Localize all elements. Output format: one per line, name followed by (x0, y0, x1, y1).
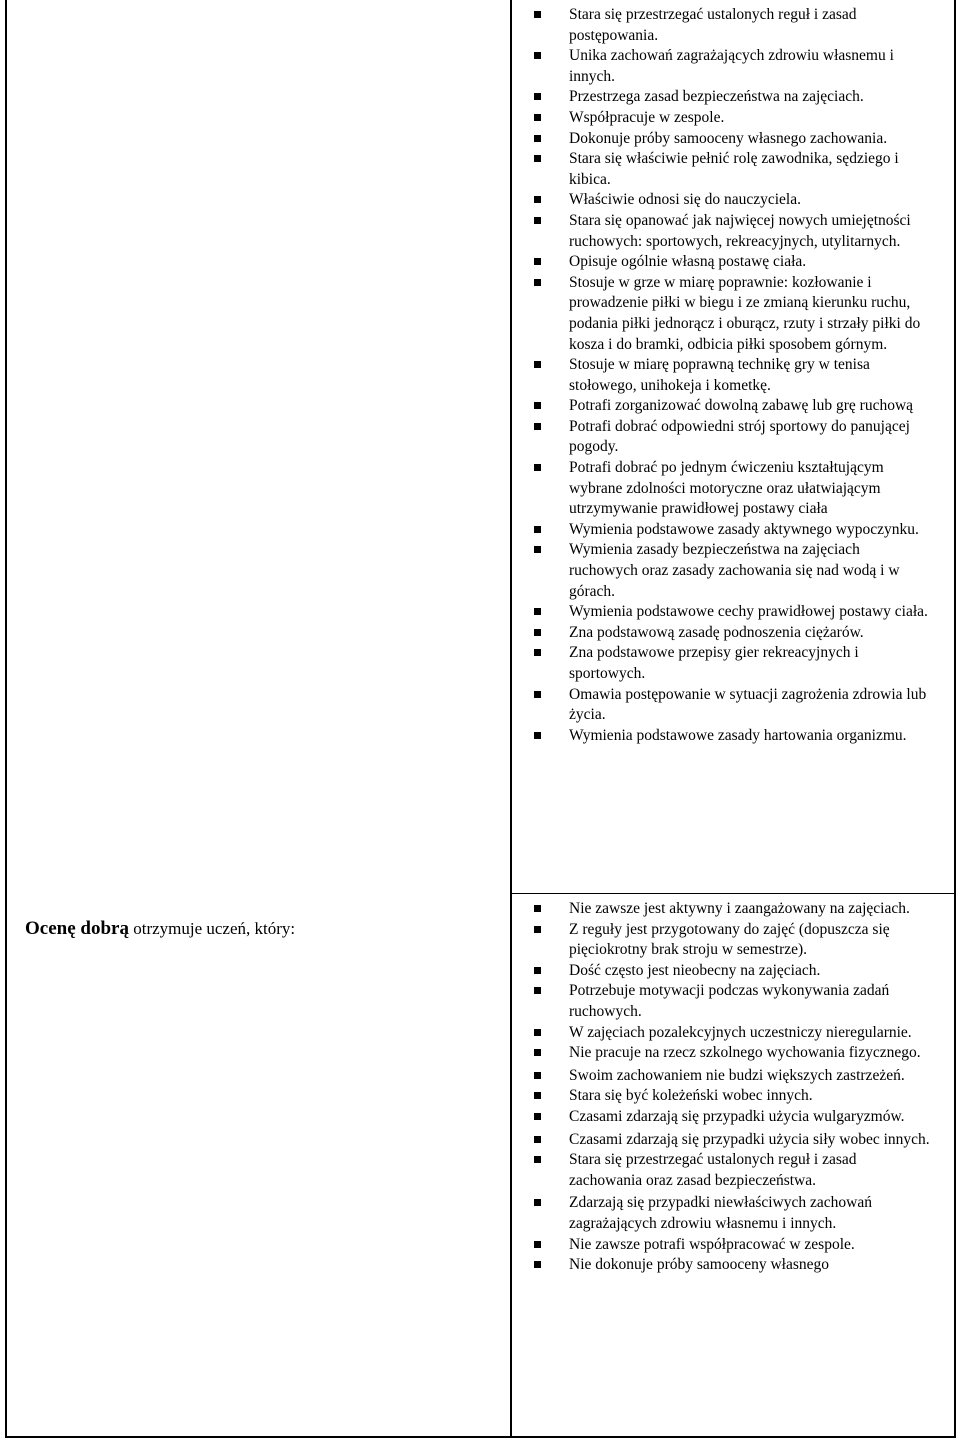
criteria-text: W zajęciach pozalekcyjnych uczestniczy nieregularnie. (569, 1023, 912, 1041)
criteria-text: Zna podstawową zasadę podnoszenia ciężarów. (569, 623, 864, 641)
criteria-item (512, 1150, 954, 1191)
criteria-item (512, 920, 954, 961)
section-divider (512, 893, 954, 894)
criteria-item (512, 602, 954, 623)
square-bullet-icon (534, 905, 541, 912)
criteria-item (512, 961, 954, 982)
criteria-text: Unika zachowań zagrażających zdrowiu własnemu i innych. (569, 47, 894, 85)
square-bullet-icon (534, 52, 541, 59)
criteria-item (512, 623, 954, 644)
criteria-item (512, 149, 954, 190)
square-bullet-icon (534, 196, 541, 203)
square-bullet-icon (534, 155, 541, 162)
square-bullet-icon (534, 546, 541, 553)
criteria-item (512, 396, 954, 417)
criteria-item (512, 1130, 954, 1151)
criteria-item (512, 685, 954, 726)
criteria-text: Swoim zachowaniem nie budzi większych zastrzeżeń. (569, 1066, 905, 1084)
criteria-text: Zdarzają się przypadki niewłaściwych zachowań zagrażających zdrowiu własnemu i innych. (569, 1194, 872, 1232)
criteria-text: Stara się właściwie pełnić rolę zawodnika, sędziego i kibica. (569, 150, 899, 188)
square-bullet-icon (534, 1136, 541, 1143)
square-bullet-icon (534, 1261, 541, 1268)
criteria-text: Stara się przestrzegać ustalonych reguł i zasad postępowania. (569, 6, 857, 44)
criteria-text: Dość często jest nieobecny na zajęciach. (569, 961, 821, 979)
square-bullet-icon (534, 691, 541, 698)
criteria-text: Opisuje ogólnie własną postawę ciała. (569, 253, 807, 271)
criteria-item (512, 1043, 954, 1064)
criteria-item (512, 981, 954, 1022)
criteria-item (512, 1235, 954, 1256)
square-bullet-icon (534, 361, 541, 368)
criteria-text: Wymienia podstawowe cechy prawidłowej postawy ciała. (569, 603, 928, 621)
criteria-text: Nie zawsze potrafi współpracować w zespole. (569, 1235, 855, 1253)
square-bullet-icon (534, 217, 541, 224)
criteria-text: Omawia postępowanie w sytuacji zagrożenia zdrowia lub życia. (569, 685, 927, 724)
criteria-item (512, 5, 954, 46)
square-bullet-icon (534, 649, 541, 656)
square-bullet-icon (534, 258, 541, 265)
criteria-item (512, 108, 954, 129)
square-bullet-icon (534, 93, 541, 100)
square-bullet-icon (534, 732, 541, 739)
criteria-text: Właściwie odnosi się do nauczyciela. (569, 191, 801, 209)
square-bullet-icon (534, 423, 541, 430)
square-bullet-icon (534, 1072, 541, 1079)
grade-criteria-table (5, 0, 956, 1438)
square-bullet-icon (534, 629, 541, 636)
criteria-item (512, 417, 954, 458)
criteria-item (512, 458, 954, 520)
square-bullet-icon (534, 1049, 541, 1056)
criteria-item (512, 1066, 954, 1087)
criteria-text: Nie pracuje na rzecz szkolnego wychowania fizycznego. (569, 1044, 921, 1062)
square-bullet-icon (534, 526, 541, 533)
criteria-text: Zna podstawowe przepisy gier rekreacyjnych i sportowych. (569, 644, 859, 682)
criteria-text: Potrafi zorganizować dowolną zabawę lub grę ruchową (569, 397, 914, 415)
criteria-item (512, 355, 954, 396)
criteria-text: Nie zawsze jest aktywny i zaangażowany na zajęciach. (569, 900, 910, 917)
criteria-text: Stara się być koleżeński wobec innych. (569, 1087, 813, 1105)
criteria-item (512, 520, 954, 541)
criteria-item (512, 211, 954, 252)
criteria-item (512, 252, 954, 273)
criteria-text: Stosuje w grze w miarę poprawnie: kozłowanie i prowadzenie piłki w biegu i ze zmianą kierunku ruchu, podania piłki jednorącz i oburącz, rzuty i strzały piłki do kosza i do bramki, odbicia piłki sposobem górnym. (569, 273, 921, 353)
square-bullet-icon (534, 926, 541, 933)
square-bullet-icon (534, 1156, 541, 1163)
criteria-text: Z reguły jest przygotowany do zajęć (dopuszcza się pięciokrotny brak stroju w semestrze). (569, 920, 890, 959)
criteria-text: Potrafi dobrać po jednym ćwiczeniu kształtującym wybrane zdolności motoryczne oraz ułatwiającym utrzymywanie prawidłowej postawy ciała (569, 459, 884, 518)
criteria-item (512, 129, 954, 150)
criteria-item (512, 1255, 954, 1276)
square-bullet-icon (534, 464, 541, 471)
attitude-criteria-list (512, 899, 954, 1276)
criteria-text: Przestrzega zasad bezpieczeństwa na zajęciach. (569, 88, 864, 106)
square-bullet-icon (534, 135, 541, 142)
square-bullet-icon (534, 1092, 541, 1099)
square-bullet-icon (534, 114, 541, 121)
criteria-item (512, 87, 954, 108)
grade-name: Ocenę dobrą (25, 918, 129, 939)
criteria-item (512, 1086, 954, 1107)
skills-criteria-list (512, 5, 954, 746)
criteria-text: Współpracuje w zespole. (569, 108, 725, 126)
criteria-item (512, 273, 954, 355)
criteria-text: Potrzebuje motywacji podczas wykonywania zadań ruchowych. (569, 982, 890, 1020)
criteria-item (512, 1023, 954, 1044)
criteria-item (512, 540, 954, 602)
square-bullet-icon (534, 1029, 541, 1036)
square-bullet-icon (534, 279, 541, 286)
criteria-text: Stosuje w miarę poprawną technikę gry w tenisa stołowego, unihokeja i kometkę. (569, 356, 870, 394)
square-bullet-icon (534, 608, 541, 615)
criteria-item (512, 190, 954, 211)
criteria-text: Potrafi dobrać odpowiedni strój sportowy do panującej pogody. (569, 417, 910, 456)
square-bullet-icon (534, 967, 541, 974)
grade-label-rest: otrzymuje uczeń, który: (128, 919, 296, 938)
criteria-text: Wymienia podstawowe zasady hartowania organizmu. (569, 726, 907, 744)
criteria-item (512, 1193, 954, 1234)
criteria-text: Nie dokonuje próby samooceny własnego (569, 1256, 829, 1274)
criteria-text: Wymienia zasady bezpieczeństwa na zajęciach ruchowych oraz zasady zachowania się nad wodą i w górach. (569, 541, 900, 600)
criteria-text: Stara się opanować jak najwięcej nowych umiejętności ruchowych: sportowych, rekreacyjnych, utylitarnych. (569, 211, 911, 250)
square-bullet-icon (534, 987, 541, 994)
square-bullet-icon (534, 1113, 541, 1120)
criteria-item (512, 1107, 954, 1128)
criteria-text: Czasami zdarzają się przypadki użycia wulgaryzmów. (569, 1107, 905, 1125)
criteria-text: Stara się przestrzegać ustalonych reguł i zasad zachowania oraz zasad bezpieczeństwa. (569, 1151, 857, 1189)
criteria-text: Czasami zdarzają się przypadki użycia siły wobec innych. (569, 1130, 930, 1148)
square-bullet-icon (534, 402, 541, 409)
square-bullet-icon (534, 1199, 541, 1206)
square-bullet-icon (534, 1241, 541, 1248)
criteria-text: Wymienia podstawowe zasady aktywnego wypoczynku. (569, 520, 919, 538)
criteria-text: Dokonuje próby samooceny własnego zachowania. (569, 129, 888, 147)
criteria-item (512, 726, 954, 747)
criteria-item (512, 46, 954, 87)
square-bullet-icon (534, 11, 541, 18)
criteria-item (512, 899, 954, 920)
criteria-item (512, 643, 954, 684)
grade-label-cell (7, 0, 510, 1436)
criteria-cell (512, 0, 954, 1436)
grade-label (25, 918, 295, 940)
